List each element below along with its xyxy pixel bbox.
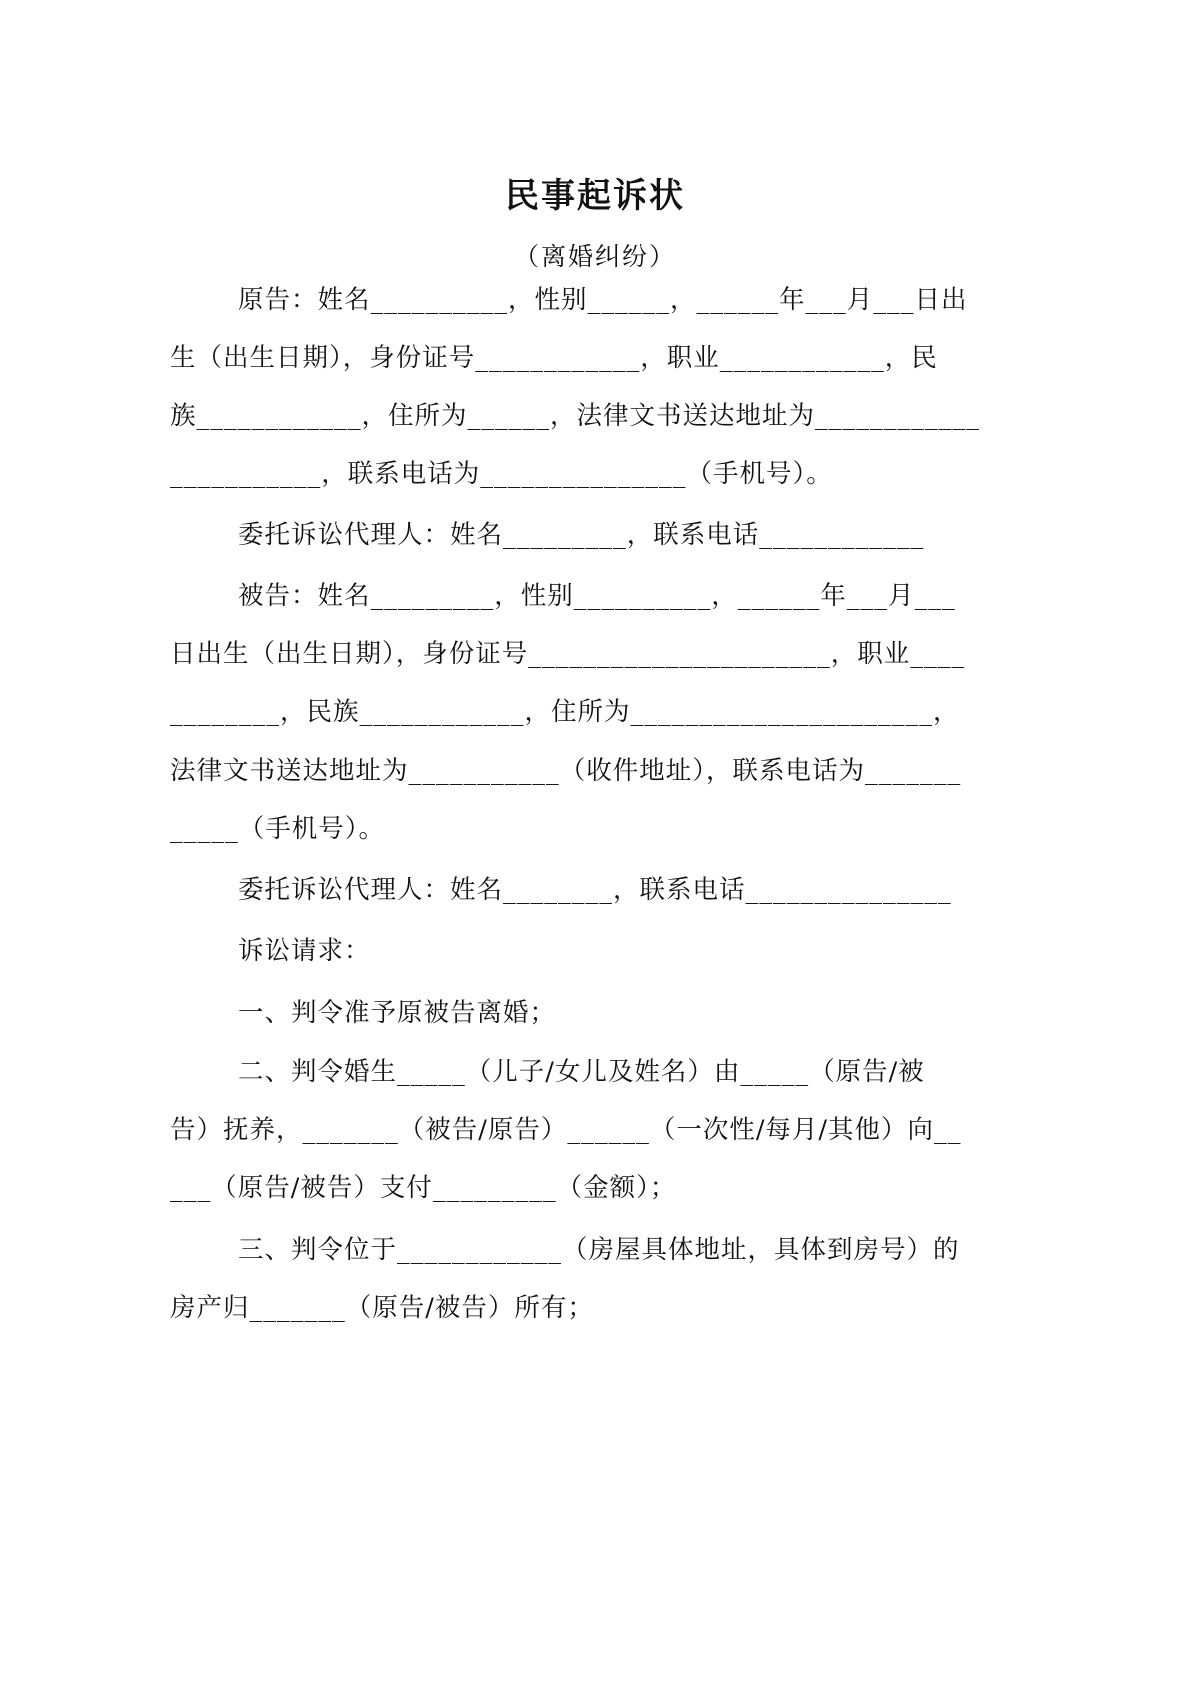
claims-heading: 诉讼请求：: [238, 936, 371, 966]
defendant-agent-line: 委托诉讼代理人：姓名________，联系电话_______________: [238, 875, 952, 905]
plaintiff-line-1: 原告：姓名__________，性别______，______年___月___日出: [238, 285, 968, 315]
claim-3-line-2: 房产归_______（原告/被告）所有；: [170, 1293, 594, 1323]
plaintiff-line-3: 族____________，住所为______，法律文书送达地址为____________: [170, 401, 981, 431]
document-subtitle: （离婚纠纷）: [513, 242, 676, 271]
defendant-line-4: 法律文书送达地址为___________（收件地址），联系电话为_______: [170, 756, 962, 786]
document-title: 民事起诉状: [505, 176, 685, 216]
claim-3-line-1: 三、判令位于____________（房屋具体地址，具体到房号）的: [238, 1235, 960, 1265]
claim-2-line-3: ___（原告/被告）支付_________（金额）；: [170, 1173, 677, 1203]
defendant-line-2: 日出生（出生日期），身份证号______________________，职业____: [170, 639, 966, 669]
claim-2-line-2: 告）抚养，_______（被告/原告）______（一次性/每月/其他）向__: [170, 1115, 962, 1145]
claim-2-line-1: 二、判令婚生_____（儿子/女儿及姓名）由_____（原告/被: [238, 1057, 925, 1087]
claim-1: 一、判令准予原被告离婚；: [238, 998, 557, 1028]
defendant-line-5: _____（手机号）。: [170, 814, 386, 844]
defendant-line-1: 被告：姓名_________，性别__________，______年___月___: [238, 581, 956, 611]
plaintiff-agent-line: 委托诉讼代理人：姓名_________，联系电话____________: [238, 520, 925, 550]
defendant-line-3: ________，民族____________，住所为______________________，: [170, 697, 960, 727]
plaintiff-line-4: ___________，联系电话为_______________（手机号）。: [170, 459, 833, 489]
plaintiff-line-2: 生（出生日期），身份证号____________，职业____________，民: [170, 343, 938, 373]
